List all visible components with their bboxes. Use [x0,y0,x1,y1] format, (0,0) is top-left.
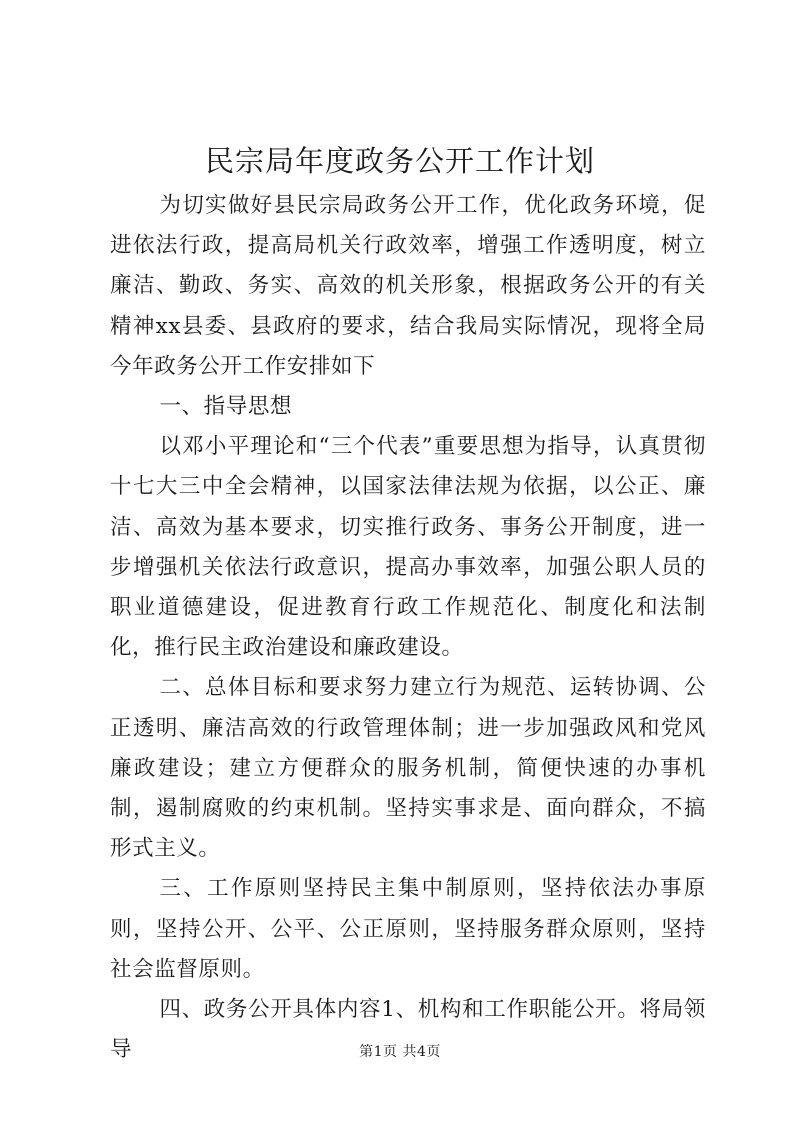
paragraph-overall-goals: 二、总体目标和要求努力建立行为规范、运转协调、公正透明、廉洁高效的行政管理体制；进一步加强政风和党风廉政建设；建立方便群众的服务机制，简便快速的办事机制，遏制腐败的约束机制。坚持实事求是、面向群众，不搞形式主义。 [110,675,706,862]
page-indicator: 第1页 共4页 [359,1044,441,1060]
document-title: 民宗局年度政务公开工作计划 [204,144,595,178]
paragraph-heading-guiding-thought: 一、指导思想 [159,394,293,420]
paragraph-guiding-thought: 以邓小平理论和“三个代表”重要思想为指导，认真贯彻十七大三中全会精神，以国家法律法规为依据，以公正、廉洁、高效为基本要求，切实推行政务、事务公开制度，进一步增强机关依法行政意识，提高办事效率，加强公职人员的职业道德建设，促进教育行政工作规范化、制度化和法制化，推行民主政治建设和廉政建设。 [110,434,706,661]
paragraph-specific-content: 四、政务公开具体内容1、机构和工作职能公开。将局领导 [110,997,706,1063]
paragraph-intro: 为切实做好县民宗局政务公开工作，优化政务环境，促进依法行政，提高局机关行政效率，增强工作透明度，树立廉洁、勤政、务实、高效的机关形象，根据政务公开的有关精神xx县委、县政府的要求，结合我局实际情况，现将全局今年政务公开工作安排如下 [110,193,706,379]
document-body [110,186,706,1070]
paragraph-work-principles: 三、工作原则坚持民主集中制原则，坚持依法办事原则，坚持公开、公平、公正原则，坚持服务群众原则，坚持社会监督原则。 [110,876,706,982]
